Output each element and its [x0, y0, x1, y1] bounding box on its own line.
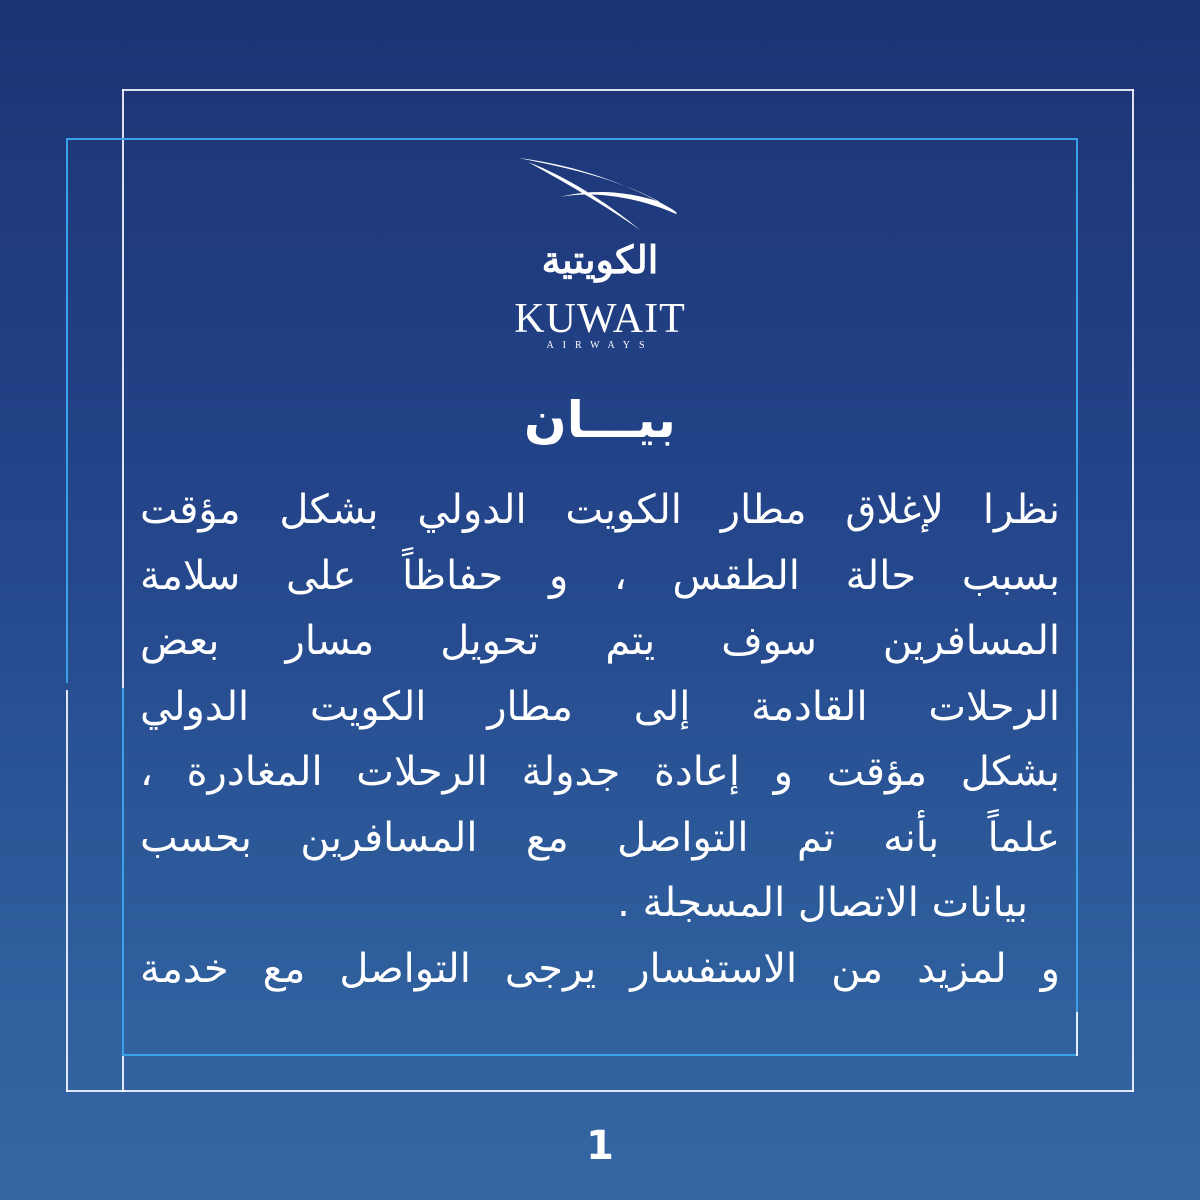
logo-arabic-name: الكويتية: [541, 237, 659, 282]
page-number: 1: [586, 1123, 614, 1169]
blue-frame-top: [66, 138, 1078, 140]
blue-frame-right: [1076, 138, 1078, 1056]
body-line: المسافرين سوف يتم تحويل مسار بعض: [140, 618, 1060, 664]
blue-frame-left-lower: [122, 688, 124, 1056]
body-line: بيانات الاتصال المسجلة .: [617, 880, 1028, 926]
logo-english-name: KUWAIT: [514, 296, 686, 342]
logo-english-subtitle: AIRWAYS: [546, 340, 654, 351]
kuwait-airways-swallow-icon: [500, 150, 700, 240]
body-line: نظرا لإغلاق مطار الكويت الدولي بشكل مؤقت: [140, 487, 1060, 533]
body-line: علماً بأنه تم التواصل مع المسافرين بحسب: [140, 814, 1060, 861]
white-frame-right: [1132, 89, 1134, 1092]
kuwait-airways-logo: [500, 150, 700, 360]
announcement-heading: بيـــان: [524, 391, 676, 449]
white-frame-bottom-left: [66, 1090, 1134, 1092]
body-line: الرحلات القادمة إلى مطار الكويت الدولي: [140, 683, 1060, 730]
white-frame-left-lower: [66, 690, 68, 1092]
white-frame-right-lower: [1076, 1012, 1078, 1056]
body-line: و لمزيد من الاستفسار يرجى التواصل مع خدمة: [140, 945, 1060, 992]
blue-frame-bottom: [122, 1054, 1078, 1056]
body-line: بسبب حالة الطقس ، و حفاظاً على سلامة: [140, 552, 1060, 599]
white-frame-top: [122, 89, 1134, 91]
body-line: بشكل مؤقت و إعادة جدولة الرحلات المغادرة ،: [140, 749, 1060, 795]
announcement-body: [140, 478, 1060, 1002]
